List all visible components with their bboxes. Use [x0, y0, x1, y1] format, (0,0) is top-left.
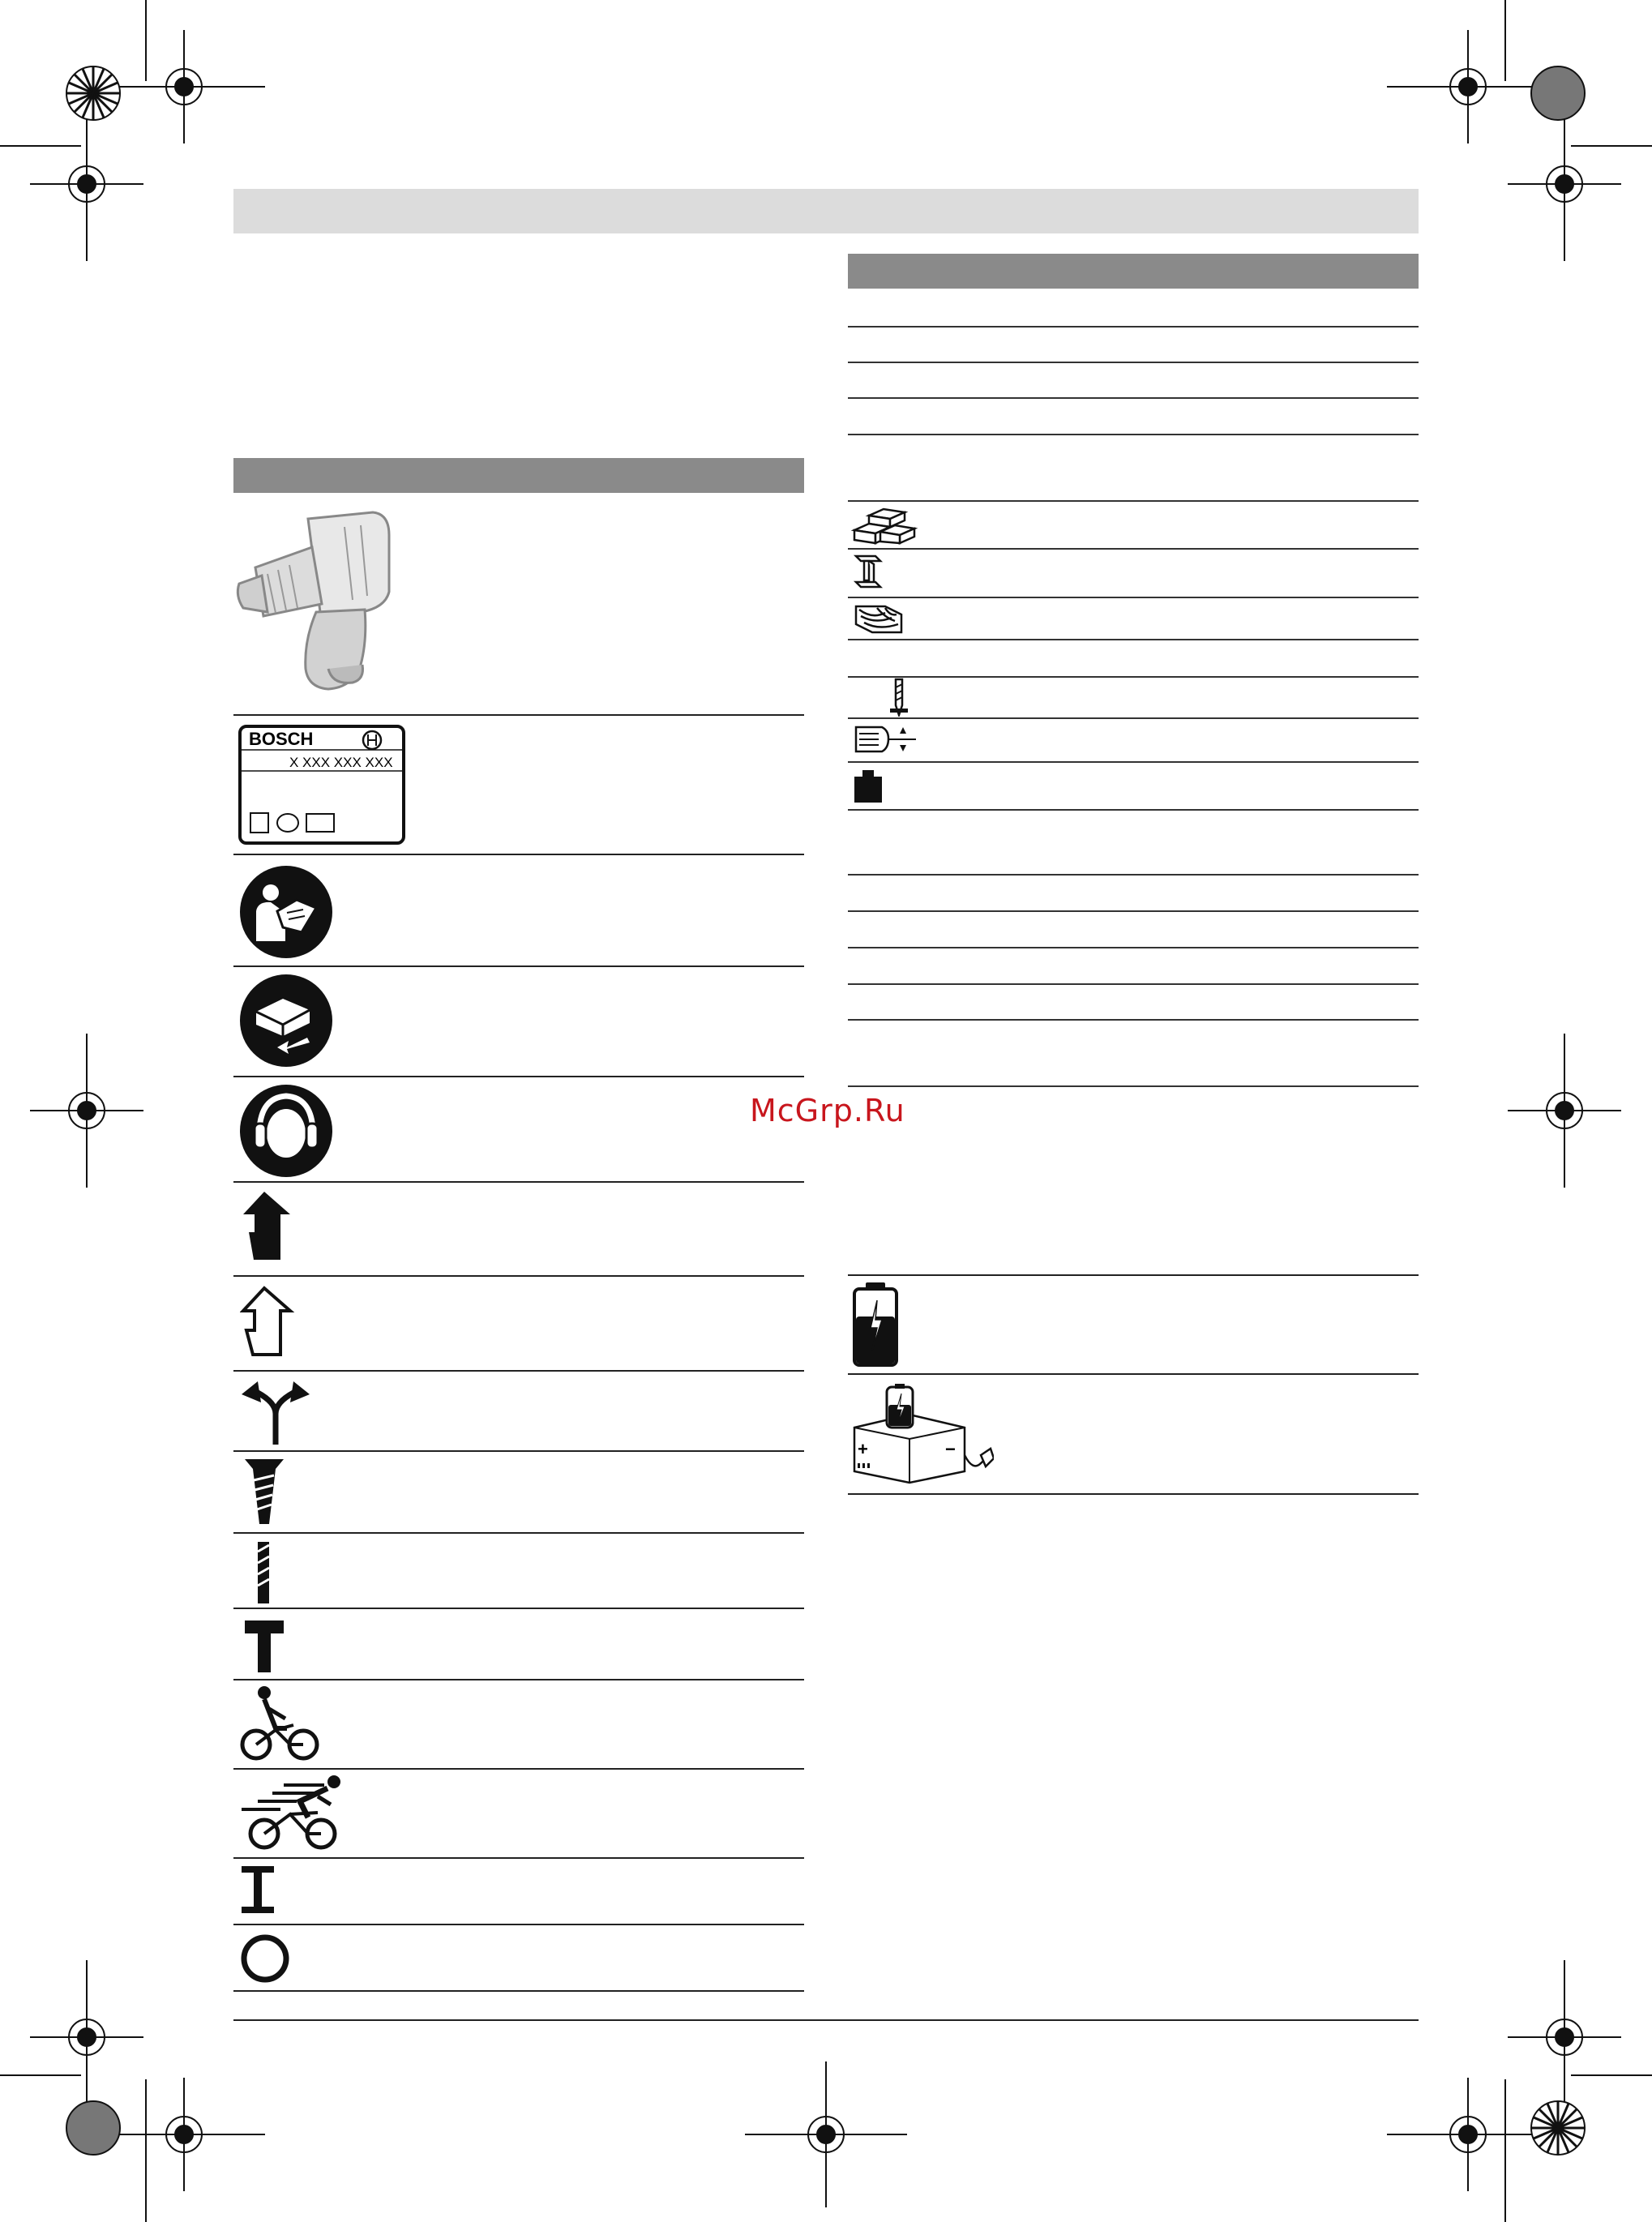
nameplate-icon: [238, 724, 408, 846]
left-row-rule: [233, 1679, 804, 1680]
right-row-rule: [848, 910, 1419, 912]
right-row-rule: [848, 717, 1419, 719]
i-symbol-icon: [240, 1865, 276, 1915]
wood-icon: [853, 602, 905, 637]
drill-driver-illustration: [231, 503, 401, 697]
right-row-rule: [848, 676, 1419, 678]
left-row-rule: [233, 1857, 804, 1859]
left-row-rule: [233, 1450, 804, 1452]
right-row-rule: [848, 434, 1419, 435]
right-row-rule: [848, 874, 1419, 876]
masonry-bricks-icon: [851, 506, 918, 545]
left-row-rule: [233, 714, 804, 716]
nameplate-brand: BOSCH: [249, 729, 314, 749]
watermark: McGrp.Ru: [750, 1093, 905, 1128]
right-row-rule: [848, 639, 1419, 640]
left-row-rule: [233, 854, 804, 855]
right-row-rule: [848, 548, 1419, 550]
left-row-rule: [233, 1924, 804, 1925]
left-row-rule: [233, 1532, 804, 1534]
right-row-rule: [848, 1274, 1419, 1276]
screw-diameter-icon: [887, 678, 911, 717]
right-row-rule: [848, 362, 1419, 363]
left-row-rule: [233, 965, 804, 967]
right-row-rule: [848, 983, 1419, 985]
ear-protection-icon: [238, 1083, 334, 1179]
left-row-rule: [233, 1990, 804, 1992]
right-row-rule: [848, 597, 1419, 598]
screw-icon: [243, 1458, 285, 1526]
footer-rule: [233, 2019, 1419, 2021]
filled-arrow-up-icon: [240, 1190, 298, 1263]
svg-text:−: −: [945, 1439, 956, 1459]
left-row-rule: [233, 1076, 804, 1077]
battery-charger-icon: [851, 1382, 994, 1484]
right-row-rule: [848, 326, 1419, 328]
left-row-rule: [233, 1370, 804, 1372]
remove-battery-icon: [238, 973, 334, 1068]
o-symbol-icon: [240, 1933, 290, 1984]
right-row-rule: [848, 947, 1419, 948]
steel-beam-icon: [853, 553, 885, 590]
hammer-icon: [242, 1617, 287, 1674]
right-row-rule: [848, 761, 1419, 763]
right-row-rule: [848, 1493, 1419, 1495]
right-row-rule: [848, 809, 1419, 811]
nameplate-article-number: X XXX XXX XXX: [289, 755, 393, 770]
right-row-rule: [848, 397, 1419, 399]
page-header-bar: [233, 189, 1419, 233]
slow-cyclist-icon: [240, 1685, 321, 1762]
right-row-rule: [848, 1085, 1419, 1087]
technical-data-table-header: [848, 254, 1419, 289]
svg-text:+: +: [858, 1439, 868, 1459]
symbols-table-header: [233, 458, 804, 493]
right-row-rule: [848, 1019, 1419, 1021]
fast-cyclist-icon: [240, 1774, 347, 1852]
weight-icon: [853, 768, 884, 804]
left-row-rule: [233, 1275, 804, 1277]
drill-bit-icon: [251, 1540, 276, 1605]
left-row-rule: [233, 1608, 804, 1609]
right-row-rule: [848, 1373, 1419, 1375]
outline-arrow-up-icon: [240, 1285, 298, 1358]
left-row-rule: [233, 1181, 804, 1183]
read-manual-icon: [238, 864, 334, 960]
direction-fork-icon: [240, 1378, 313, 1446]
chuck-clamping-range-icon: [853, 724, 918, 755]
battery-icon: [851, 1281, 900, 1367]
right-row-rule: [848, 500, 1419, 502]
left-row-rule: [233, 1768, 804, 1770]
